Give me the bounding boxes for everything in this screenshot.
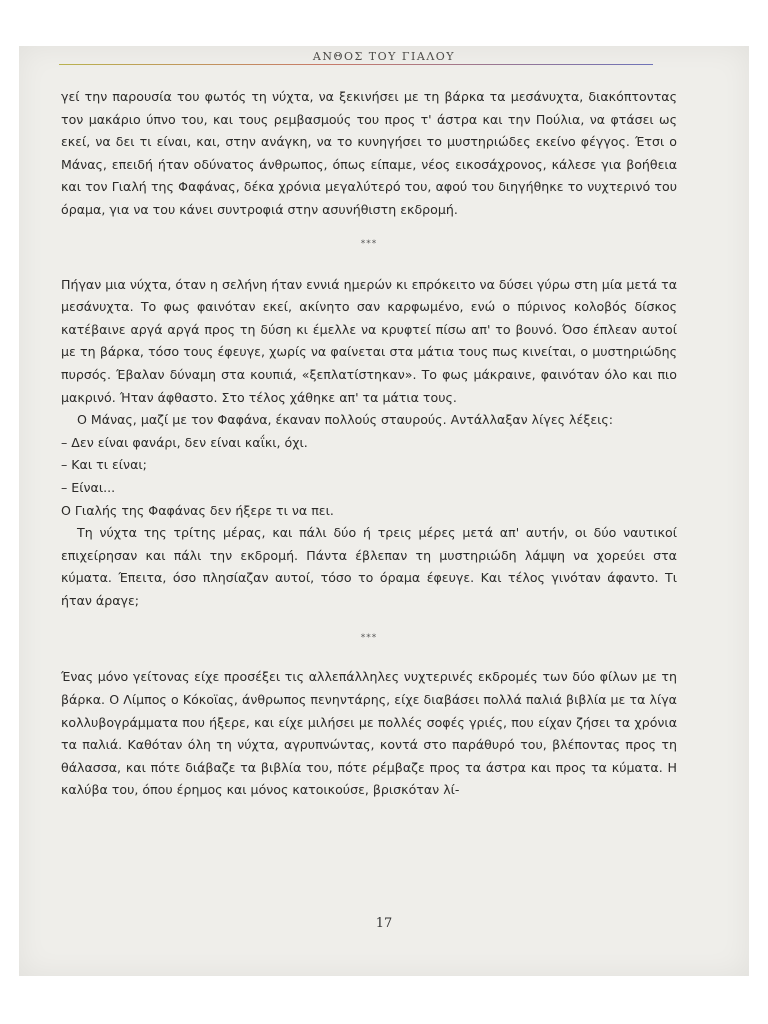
paragraph-3: Ο Μάνας, μαζί με τον Φαφάνα, έκαναν πολλούς σταυρούς. Αντάλλαξαν λίγες λέξεις: <box>77 412 614 428</box>
header-rule <box>59 64 653 65</box>
paragraph-5: Τη νύχτα της τρίτης μέρας, και πάλι δύο ή τρεις μέρες μετά απ' αυτήν, οι δύο ναυτικοί επιχείρησαν και πάλι την εκδρομή. Πάντα έβλεπαν τη μυστηριώδη λάμψη να χορεύει στα κύματα. Έπειτα, όσο πλησίαζαν αυτοί, τόσο το όραμα έφευγε. Και τέλος γινόταν άφαντο. Τι ήταν άραγε; <box>61 525 677 608</box>
paragraph-2: Πήγαν μια νύχτα, όταν η σελήνη ήταν εννιά ημερών κι επρόκειτο να δύσει γύρω στη μία μετά τα μεσάνυχτα. Το φως φαινόταν εκεί, ακίνητο σαν καρφωμένο, ενώ ο πύρινος κολοβός δίσκος κατέβαινε αργά αργά προς τη δύση κι έμελλε να κρυφτεί πίσω απ' το βουνό. Όσο έπλεαν αυτοί με τη βάρκα, τόσο τους έφευγε, χωρίς να φαίνεται στα μάτια τους πως κινείται, ο μυστηριώδης πυρσός. Έβαλαν δύναμη στα κουπιά, «ξεπλατίστηκαν». Το φως μάκραινε, φαινόταν όλο και πιο μακρινό. Ήταν άφθαστο. Στο τέλος χάθηκε απ' τα μάτια τους. <box>61 276 677 405</box>
dialogue-line-1: – Δεν είναι φανάρι, δεν είναι καΐκι, όχι. <box>61 434 308 450</box>
paragraph-4: Ο Γιαλής της Φαφάνας δεν ήξερε τι να πει. <box>61 502 334 518</box>
book-page <box>19 46 749 976</box>
dialogue-line-2: – Και τι είναι; <box>61 457 147 473</box>
page-number: 17 <box>375 916 393 931</box>
body-text <box>61 86 677 802</box>
paragraph-6: Ένας μόνο γείτονας είχε προσέξει τις αλλεπάλληλες νυχτερινές εκδρομές των δύο φίλων με τη βάρκα. Ο Λίμπος ο Κόκοϊας, άνθρωπος πενηντάρης, είχε διαβάσει πολλά παλιά βιβλία με τα λίγα κολλυβογράμματα που ήξερε, και είχε μιλήσει με πολλές σοφές γριές, που είχαν ζήσει τα χρόνια τα παλιά. Καθόταν όλη τη νύχτα, αγρυπνώντας, κοντά στο παράθυρό του, βλέποντας προς τη θάλασσα, και πότε διάβαζε τα βιβλία του, πότε ρέμβαζε προς τα άστρα και προς τα κύματα. Η καλύβα του, όπου έρημος και μόνος κατοικούσε, βρισκόταν λί- <box>61 669 677 798</box>
section-separator: *** <box>360 633 378 644</box>
paragraph-1: γεί την παρουσία του φωτός τη νύχτα, να ξεκινήσει με τη βάρκα τα μεσάνυχτα, διακόπτοντας τον μακάριο ύπνο του, και τους ρεμβασμούς του προς τ' άστρα και την Πούλια, να φτάσει ως εκεί, να δει τι είναι, και, στην ανάγκη, να το κυνηγήσει το μυστηριώδες εκείνο φέγγος. Έτσι ο Μάνας, επειδή ήταν οδύνατος άνθρωπος, όπως είπαμε, νέος εικοσάχρονος, κάλεσε για βοήθεια και τον Γιαλή της Φαφάνας, δέκα χρόνια μεγαλύτερό του, αφού του διηγήθηκε το νυχτερινό του όραμα, για να του κάνει συντροφιά στην ασυνήθιστη εκδρομή. <box>61 89 677 217</box>
section-separator: *** <box>360 238 378 249</box>
running-header: ΑΝΘΟΣ ΤΟΥ ΓΙΑΛΟΥ <box>312 50 456 63</box>
dialogue-line-3: – Είναι... <box>61 479 116 495</box>
